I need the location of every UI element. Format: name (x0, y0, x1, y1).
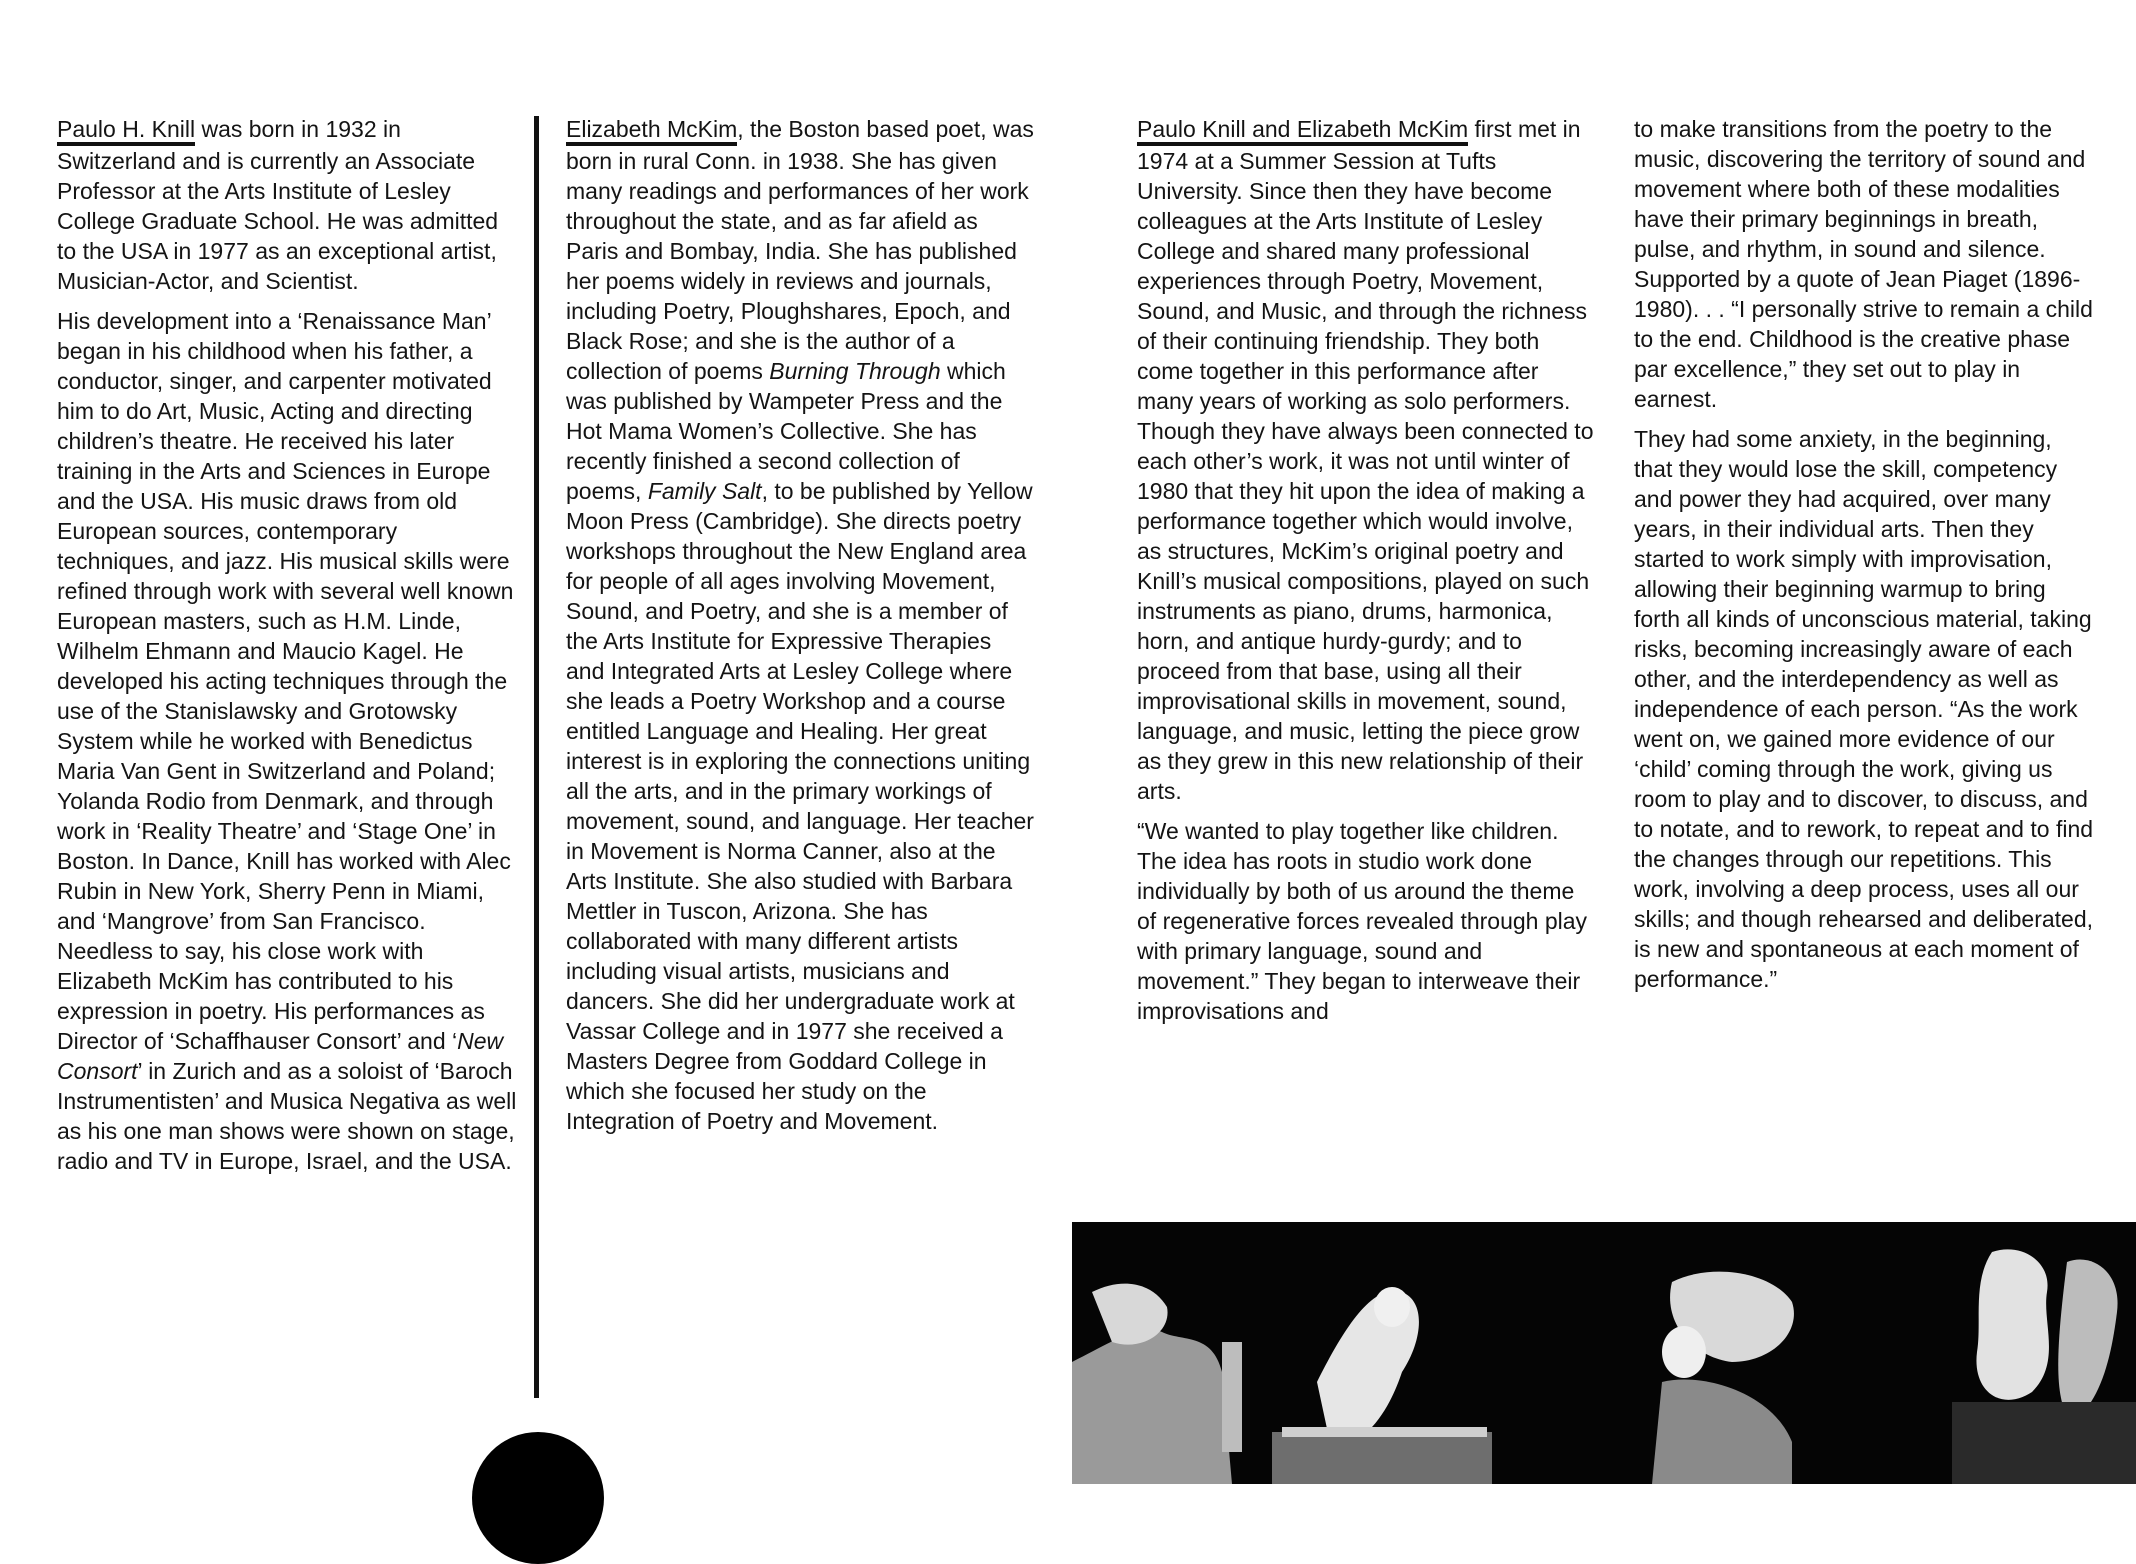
performance-photo (1072, 1222, 2136, 1484)
continued-paragraph-1: to make transitions from the poetry to the music, discovering the territory of sound and movement where both of these modalities have their primary beginnings in breath, pulse, and rhythm, in sound and silence. Supported by a quote of Jean Piaget (1896-1980). . . “I personally strive to remain a child to the end. Childhood is the creative phase par excellence,” they set out to play in earnest. (1634, 116, 2093, 412)
knill-bio-text-b: ’ in Zurich and as a soloist of ‘Baroch Instrumentisten’ and Musica Negativa as well as his one man shows were shown on stage, radio and TV in Europe, Israel, and the USA. (57, 1058, 517, 1174)
mckim-bio-text-c: , to be published by Yellow Moon Press (Cambridge). She directs poetry workshops throughout the New England area for people of all ages involving Movement, Sound, and Poetry, and she is a member of the Arts Institute for Expressive Therapies and Integrated Arts at Lesley College where she leads a Poetry Workshop and a course entitled Language and Healing. Her great interest is in exploring the connections uniting all the arts, and in the primary workings of movement, sound, and language. Her teacher in Movement is Norma Canner, also at the Arts Institute. She also studied with Barbara Mettler in Tuscon, Arizona. She has collaborated with many different artists including visual artists, musicians and dancers. She did her undergraduate work at Vassar College and in 1977 she received a Masters Degree from Goddard College in which she focused her study on the Integration of Poetry and Movement. (566, 478, 1034, 1134)
column-divider (534, 116, 539, 1398)
collaboration-heading: Paulo Knill and Elizabeth McKim (1137, 117, 1468, 146)
knill-name-heading: Paulo H. Knill (57, 117, 195, 146)
knill-bio-italic: New Consort (57, 1028, 504, 1084)
performance-photo-strip (1072, 1222, 2136, 1484)
mckim-bio-column (566, 114, 1036, 1136)
mckim-book-title-2: Family Salt (647, 478, 762, 504)
knill-bio-paragraph-1 (57, 114, 517, 296)
collaboration-paragraph-2: “We wanted to play together like children. The idea has roots in studio work done individually by both of us around the theme of regenerative forces revealed through play with primary language, sound and movement.” They began to interweave their improvisations and (1137, 818, 1588, 1024)
collaboration-column (1137, 114, 1597, 1026)
knill-bio-paragraph-2 (57, 306, 517, 1176)
mckim-bio-text-b: which was published by Wampeter Press and the Hot Mama Women’s Collective. She has recently finished a second collection of poems, (566, 358, 1006, 504)
collaboration-text: first met in 1974 at a Summer Session at Tufts University. Since then they have become colleagues at the Arts Institute of Lesley College and shared many professional experiences through Poetry, Movement, Sound, and Music, and through the richness of their continuing friendship. They both come together in this performance after many years of working as solo performers. Though they have always been connected to each other’s work, it was not until winter of 1980 that they hit upon the idea of making a performance together which would involve, as structures, McKim’s original poetry and Knill’s musical compositions, played on such instruments as piano, drums, harmonica, horn, and antique hurdy-gurdy; and to proceed from that base, using all their improvisational skills in movement, sound, language, and music, letting the piece grow as they grew in this new relationship of their arts. (1137, 116, 1594, 804)
mckim-bio-paragraph (566, 114, 1036, 1136)
knill-bio-intro: was born in 1932 in Switzerland and is currently an Associate Professor at the Arts Institute of Lesley College Graduate School. He was admitted to the USA in 1977 as an exceptional artist, Musician-Actor, and Scientist. (57, 116, 499, 294)
knill-bio-text-a: His development into a ‘Renaissance Man’ began in his childhood when his father, a conductor, singer, and carpenter motivated him to do Art, Music, Acting and directing children’s theatre. He received his later training in the Arts and Sciences in Europe and the USA. His music draws from old European sources, contemporary techniques, and jazz. His musical skills were refined through work with several well known European masters, such as H.M. Linde, Wilhelm Ehmann and Maucio Kagel. He developed his acting techniques through the use of the Stanislawsky and Grotowsky System while he worked with Benedictus Maria Van Gent in Switzerland and Poland; Yolanda Rodio from Denmark, and through work in ‘Reality Theatre’ and ‘Stage One’ in Boston. In Dance, Knill has worked with Alec Rubin in New York, Sherry Penn in Miami, and ‘Mangrove’ from San Francisco. Needless to say, his close work with Elizabeth McKim has contributed to his expression in poetry. His performances as Director of ‘Schaffhauser Consort’ and ‘ (57, 308, 514, 1054)
collaboration-continued-column (1634, 114, 2094, 994)
knill-bio-column (57, 114, 517, 1176)
mckim-name-heading: Elizabeth McKim (566, 117, 737, 146)
mckim-bio-text-a: , the Boston based poet, was born in rural Conn. in 1938. She has given many readings and performances of her work throughout the state, and as far afield as Paris and Bombay, India. She has published her poems widely in reviews and journals, including Poetry, Ploughshares, Epoch, and Black Rose; and she is the author of a collection of poems (566, 116, 1034, 384)
collaboration-paragraph-1 (1137, 114, 1597, 806)
continued-paragraph-2: They had some anxiety, in the beginning, that they would lose the skill, competency and power they had acquired, over many years, in their individual arts. Then they started to work simply with improvisation, allowing their beginning warmup to bring forth all kinds of unconscious material, taking risks, becoming increasingly aware of each other, and the interdependency as well as independence of each person. “As the work went on, we gained more evidence of our ‘child’ coming through the work, giving us room to play and to discover, to discuss, and to notate, and to rework, to repeat and to find the changes through our repetitions. This work, involving a deep process, uses all our skills; and though rehearsed and deliberated, is new and spontaneous at each moment of performance.” (1634, 426, 2094, 992)
mckim-book-title-1: Burning Through (769, 358, 941, 384)
black-circle-decoration (472, 1432, 604, 1564)
